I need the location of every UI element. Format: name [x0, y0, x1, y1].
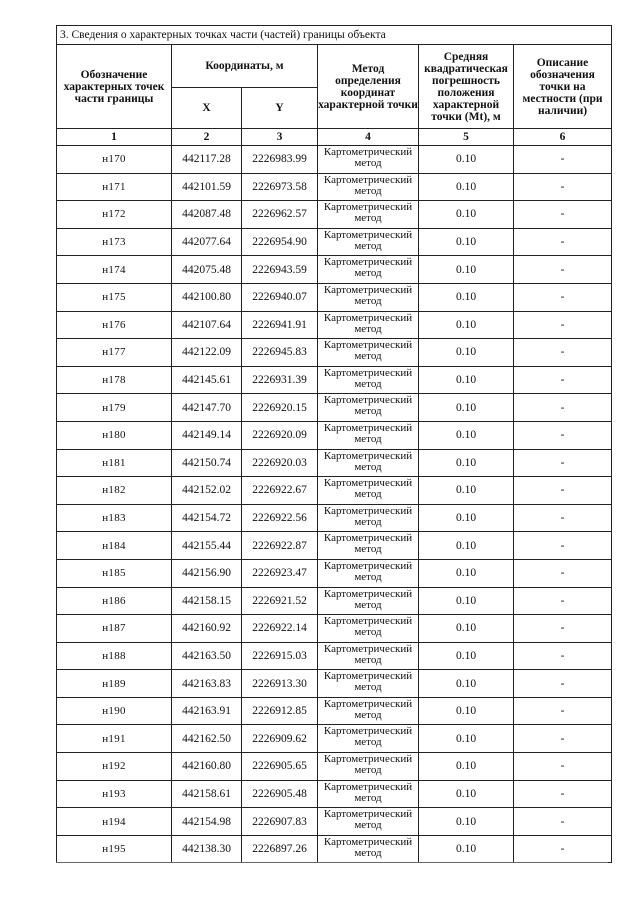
cell-error: 0.10	[419, 228, 514, 256]
cell-point: н189	[57, 670, 172, 698]
cell-error: 0.10	[419, 725, 514, 753]
document-page	[56, 25, 611, 863]
cell-method: Картометрический метод	[318, 780, 419, 808]
cell-description: -	[514, 173, 612, 201]
cell-error: 0.10	[419, 256, 514, 284]
cell-method: Картометрический метод	[318, 201, 419, 229]
cell-point: н174	[57, 256, 172, 284]
cell-method: Картометрический метод	[318, 394, 419, 422]
cell-description: -	[514, 697, 612, 725]
header-method: Метод определения координат характерной точки	[318, 45, 419, 129]
cell-point: н172	[57, 201, 172, 229]
cell-y: 2226983.99	[242, 146, 318, 174]
cell-y: 2226920.09	[242, 421, 318, 449]
cell-description: -	[514, 835, 612, 863]
cell-x: 442117.28	[172, 146, 242, 174]
cell-x: 442100.80	[172, 283, 242, 311]
cell-y: 2226922.56	[242, 504, 318, 532]
cell-point: н170	[57, 146, 172, 174]
cell-description: -	[514, 504, 612, 532]
cell-x: 442154.72	[172, 504, 242, 532]
cell-point: н187	[57, 615, 172, 643]
table-row	[57, 532, 612, 560]
cell-method: Картометрический метод	[318, 697, 419, 725]
cell-y: 2226921.52	[242, 587, 318, 615]
cell-x: 442162.50	[172, 725, 242, 753]
cell-y: 2226907.83	[242, 808, 318, 836]
cell-y: 2226954.90	[242, 228, 318, 256]
cell-y: 2226912.85	[242, 697, 318, 725]
cell-error: 0.10	[419, 642, 514, 670]
cell-description: -	[514, 201, 612, 229]
cell-x: 442149.14	[172, 421, 242, 449]
cell-method: Картометрический метод	[318, 615, 419, 643]
table-row	[57, 477, 612, 505]
cell-error: 0.10	[419, 532, 514, 560]
table-row	[57, 780, 612, 808]
cell-x: 442107.64	[172, 311, 242, 339]
cell-y: 2226905.65	[242, 753, 318, 781]
cell-method: Картометрический метод	[318, 504, 419, 532]
cell-y: 2226945.83	[242, 339, 318, 367]
table-row	[57, 559, 612, 587]
cell-x: 442154.98	[172, 808, 242, 836]
cell-x: 442156.90	[172, 559, 242, 587]
cell-y: 2226931.39	[242, 366, 318, 394]
cell-x: 442163.83	[172, 670, 242, 698]
cell-y: 2226923.47	[242, 559, 318, 587]
header-x: X	[172, 88, 242, 129]
table-row	[57, 201, 612, 229]
cell-y: 2226940.07	[242, 283, 318, 311]
cell-y: 2226905.48	[242, 780, 318, 808]
table-row	[57, 642, 612, 670]
cell-error: 0.10	[419, 615, 514, 643]
cell-error: 0.10	[419, 311, 514, 339]
cell-description: -	[514, 449, 612, 477]
table-row	[57, 146, 612, 174]
cell-error: 0.10	[419, 780, 514, 808]
cell-x: 442145.61	[172, 366, 242, 394]
page-footer-divider	[56, 862, 608, 863]
cell-y: 2226973.58	[242, 173, 318, 201]
cell-method: Картометрический метод	[318, 559, 419, 587]
cell-x: 442077.64	[172, 228, 242, 256]
cell-method: Картометрический метод	[318, 449, 419, 477]
cell-method: Картометрический метод	[318, 753, 419, 781]
cell-error: 0.10	[419, 697, 514, 725]
cell-x: 442158.61	[172, 780, 242, 808]
table-row	[57, 449, 612, 477]
table-row	[57, 366, 612, 394]
cell-y: 2226897.26	[242, 835, 318, 863]
header-error: Средняя квадратическая погрешность положения характерной точки (Mt), м	[419, 45, 514, 129]
table-row	[57, 339, 612, 367]
cell-method: Картометрический метод	[318, 725, 419, 753]
cell-x: 442163.50	[172, 642, 242, 670]
cell-y: 2226943.59	[242, 256, 318, 284]
cell-error: 0.10	[419, 753, 514, 781]
cell-method: Картометрический метод	[318, 835, 419, 863]
cell-method: Картометрический метод	[318, 311, 419, 339]
cell-y: 2226922.87	[242, 532, 318, 560]
cell-error: 0.10	[419, 173, 514, 201]
table-row	[57, 504, 612, 532]
cell-point: н184	[57, 532, 172, 560]
cell-point: н195	[57, 835, 172, 863]
cell-error: 0.10	[419, 477, 514, 505]
cell-description: -	[514, 256, 612, 284]
cell-description: -	[514, 394, 612, 422]
cell-method: Картометрический метод	[318, 670, 419, 698]
cell-error: 0.10	[419, 835, 514, 863]
column-number: 4	[318, 129, 419, 146]
cell-description: -	[514, 642, 612, 670]
cell-point: н177	[57, 339, 172, 367]
cell-x: 442075.48	[172, 256, 242, 284]
cell-y: 2226920.03	[242, 449, 318, 477]
cell-point: н188	[57, 642, 172, 670]
cell-point: н176	[57, 311, 172, 339]
cell-method: Картометрический метод	[318, 283, 419, 311]
cell-description: -	[514, 753, 612, 781]
cell-point: н171	[57, 173, 172, 201]
cell-description: -	[514, 366, 612, 394]
table-row	[57, 753, 612, 781]
cell-x: 442160.80	[172, 753, 242, 781]
cell-y: 2226922.14	[242, 615, 318, 643]
table-row	[57, 228, 612, 256]
cell-error: 0.10	[419, 449, 514, 477]
cell-point: н179	[57, 394, 172, 422]
cell-method: Картометрический метод	[318, 339, 419, 367]
header-y: Y	[242, 88, 318, 129]
boundary-points-table	[56, 25, 612, 863]
cell-x: 442158.15	[172, 587, 242, 615]
cell-x: 442160.92	[172, 615, 242, 643]
cell-x: 442152.02	[172, 477, 242, 505]
table-row	[57, 697, 612, 725]
cell-description: -	[514, 339, 612, 367]
cell-description: -	[514, 228, 612, 256]
cell-point: н173	[57, 228, 172, 256]
cell-error: 0.10	[419, 146, 514, 174]
header-description: Описание обозначения точки на местности (при наличии)	[514, 45, 612, 129]
header-coordinates: Координаты, м	[172, 45, 318, 88]
cell-point: н180	[57, 421, 172, 449]
cell-method: Картометрический метод	[318, 256, 419, 284]
cell-y: 2226920.15	[242, 394, 318, 422]
cell-error: 0.10	[419, 587, 514, 615]
cell-description: -	[514, 725, 612, 753]
table-row	[57, 173, 612, 201]
cell-description: -	[514, 615, 612, 643]
column-number: 5	[419, 129, 514, 146]
cell-method: Картометрический метод	[318, 146, 419, 174]
cell-point: н190	[57, 697, 172, 725]
cell-point: н193	[57, 780, 172, 808]
cell-method: Картометрический метод	[318, 173, 419, 201]
table-row	[57, 725, 612, 753]
cell-point: н183	[57, 504, 172, 532]
cell-error: 0.10	[419, 808, 514, 836]
cell-x: 442163.91	[172, 697, 242, 725]
table-row	[57, 256, 612, 284]
cell-error: 0.10	[419, 504, 514, 532]
cell-method: Картометрический метод	[318, 366, 419, 394]
cell-y: 2226909.62	[242, 725, 318, 753]
cell-point: н186	[57, 587, 172, 615]
cell-description: -	[514, 587, 612, 615]
cell-y: 2226913.30	[242, 670, 318, 698]
cell-x: 442101.59	[172, 173, 242, 201]
cell-point: н175	[57, 283, 172, 311]
cell-x: 442087.48	[172, 201, 242, 229]
cell-y: 2226922.67	[242, 477, 318, 505]
cell-description: -	[514, 311, 612, 339]
column-number: 2	[172, 129, 242, 146]
table-row	[57, 808, 612, 836]
cell-error: 0.10	[419, 559, 514, 587]
column-number: 6	[514, 129, 612, 146]
cell-error: 0.10	[419, 339, 514, 367]
cell-error: 0.10	[419, 366, 514, 394]
table-row	[57, 587, 612, 615]
cell-y: 2226962.57	[242, 201, 318, 229]
cell-description: -	[514, 670, 612, 698]
cell-x: 442122.09	[172, 339, 242, 367]
table-row	[57, 421, 612, 449]
header-designation: Обозначение характерных точек части границы	[57, 45, 172, 129]
cell-description: -	[514, 477, 612, 505]
cell-description: -	[514, 283, 612, 311]
table-row	[57, 835, 612, 863]
cell-point: н181	[57, 449, 172, 477]
column-number: 3	[242, 129, 318, 146]
cell-error: 0.10	[419, 283, 514, 311]
cell-description: -	[514, 421, 612, 449]
cell-error: 0.10	[419, 670, 514, 698]
cell-point: н194	[57, 808, 172, 836]
cell-description: -	[514, 780, 612, 808]
cell-x: 442147.70	[172, 394, 242, 422]
cell-method: Картометрический метод	[318, 587, 419, 615]
cell-method: Картометрический метод	[318, 642, 419, 670]
cell-y: 2226941.91	[242, 311, 318, 339]
table-row	[57, 670, 612, 698]
cell-description: -	[514, 532, 612, 560]
cell-x: 442155.44	[172, 532, 242, 560]
cell-error: 0.10	[419, 394, 514, 422]
table-row	[57, 283, 612, 311]
cell-error: 0.10	[419, 201, 514, 229]
cell-error: 0.10	[419, 421, 514, 449]
column-number: 1	[57, 129, 172, 146]
table-row	[57, 615, 612, 643]
cell-description: -	[514, 146, 612, 174]
cell-method: Картометрический метод	[318, 808, 419, 836]
table-body	[57, 146, 612, 863]
cell-point: н182	[57, 477, 172, 505]
cell-x: 442150.74	[172, 449, 242, 477]
cell-point: н192	[57, 753, 172, 781]
cell-description: -	[514, 808, 612, 836]
cell-method: Картометрический метод	[318, 421, 419, 449]
table-row	[57, 311, 612, 339]
cell-method: Картометрический метод	[318, 228, 419, 256]
cell-method: Картометрический метод	[318, 477, 419, 505]
cell-point: н185	[57, 559, 172, 587]
table-row	[57, 394, 612, 422]
cell-method: Картометрический метод	[318, 532, 419, 560]
cell-point: н178	[57, 366, 172, 394]
cell-x: 442138.30	[172, 835, 242, 863]
section-title: 3. Сведения о характерных точках части (частей) границы объекта	[57, 26, 612, 45]
cell-point: н191	[57, 725, 172, 753]
cell-y: 2226915.03	[242, 642, 318, 670]
cell-description: -	[514, 559, 612, 587]
